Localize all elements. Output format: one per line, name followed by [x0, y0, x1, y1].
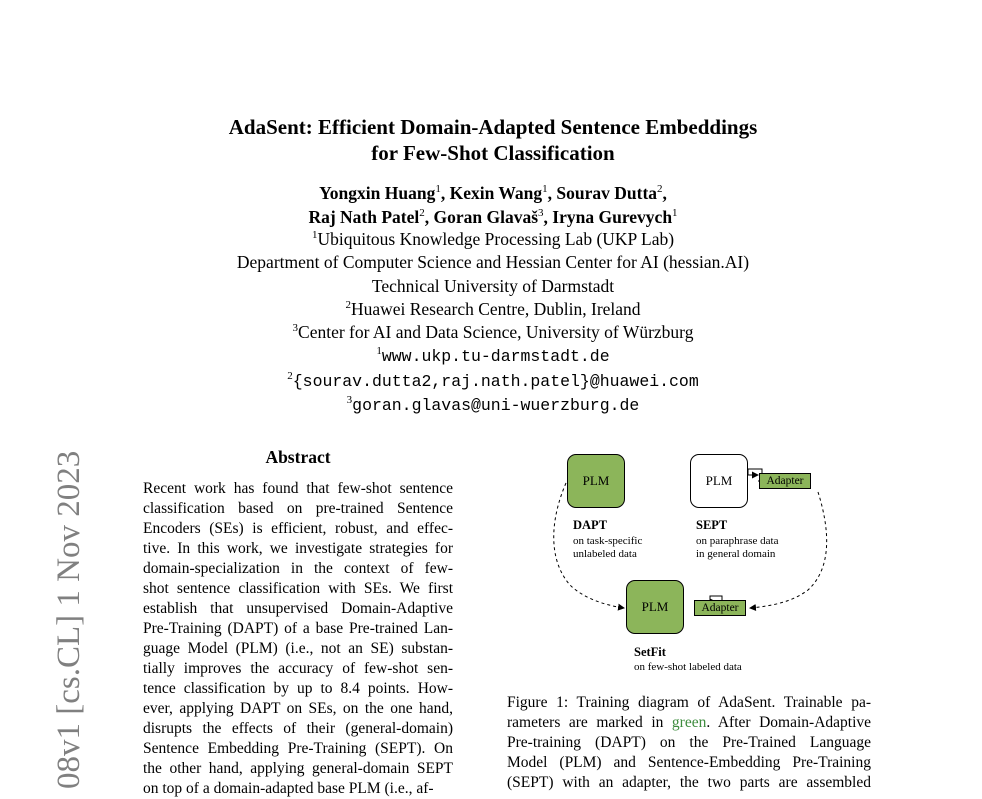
author-list — [0, 181, 982, 229]
abstract-line: on top of a domain-adapted base PLM (i.e., af- — [143, 780, 434, 797]
abstract-line: disrupts the effects of their (general-domain) — [143, 720, 453, 737]
dapt-label: DAPT — [573, 518, 608, 532]
abstract-line: guage Model (PLM) (i.e., not an SE) substan- — [143, 640, 453, 657]
sept-description-1: on paraphrase data — [696, 535, 779, 547]
abstract-line: shot sentence classification with SEs. We first — [143, 580, 453, 597]
abstract-line: ever, applying DAPT on SEs, on the one hand, — [143, 700, 453, 717]
website-link[interactable]: www.ukp.tu-darmstadt.de — [381, 347, 610, 367]
affiliation-marker: 2 — [419, 207, 425, 220]
setfit-adapter-box: Adapter — [694, 600, 746, 616]
caption-line: Model (PLM) and Sentence-Embedding Pre-Training — [507, 754, 871, 771]
sept-description-2: in general domain — [696, 548, 776, 560]
abstract-line: domain-specialization in the context of few- — [143, 560, 453, 577]
affiliation-line — [0, 321, 982, 344]
author-separator: , — [662, 183, 667, 203]
affiliation-block — [0, 228, 982, 417]
affiliation-text: Huawei Research Centre, Dublin, Ireland — [350, 298, 641, 319]
email-address[interactable]: goran.glavas@uni-wuerzburg.de — [352, 396, 640, 416]
affiliation-marker: 3 — [538, 207, 544, 220]
caption-text: rameters are marked in — [507, 714, 672, 731]
abstract-line: Pre-Training (DAPT) of a base Pre-trained Lan- — [143, 620, 453, 637]
abstract-line: establish that unsupervised Domain-Adaptive — [143, 600, 453, 617]
email-address[interactable]: {sourav.dutta2,raj.nath.patel}@huawei.com — [292, 371, 699, 391]
setfit-label: SetFit — [634, 645, 666, 659]
abstract-line: Encoders (SEs) is efficient, robust, and effec- — [143, 520, 453, 537]
affiliation-text: Center for AI and Data Science, University of Würzburg — [298, 322, 694, 343]
abstract-line: Sentence Embedding Pre-Training (SEPT). On — [143, 740, 453, 757]
dapt-description-2: unlabeled data — [573, 548, 637, 560]
abstract-heading: Abstract — [265, 447, 331, 467]
affiliation-marker: 3 — [292, 322, 299, 335]
paper-title — [0, 114, 982, 166]
author-name: , Kexin Wang — [440, 183, 543, 203]
website-line — [0, 344, 982, 368]
sept-label: SEPT — [696, 518, 728, 532]
caption-line: Pre-training (DAPT) on the Pre-Trained Language — [507, 734, 871, 751]
affiliation-line: Department of Computer Science and Hessian Center for AI (hessian.AI) — [236, 252, 750, 273]
title-line-1: AdaSent: Efficient Domain-Adapted Sentence Embeddings — [228, 115, 758, 139]
abstract-line: tence classification by up to 8.4 points. How- — [143, 680, 453, 697]
caption-green-word: green — [671, 714, 707, 731]
author-name: , Sourav Dutta — [547, 183, 658, 203]
abstract-line: tially improves the accuracy of few-shot sen- — [143, 660, 453, 677]
email-line — [0, 393, 982, 417]
abstract-line: the other hand, applying general-domain SEPT — [143, 760, 453, 777]
abstract-line: classification based on pre-trained Sentence — [143, 500, 453, 517]
dapt-plm-box: PLM — [567, 454, 625, 508]
setfit-plm-box: PLM — [626, 580, 684, 634]
author-line-1 — [0, 181, 982, 205]
affiliation-marker: 1 — [311, 229, 318, 242]
caption-line: Figure 1: Training diagram of AdaSent. Trainable pa- — [507, 694, 871, 711]
caption-line: (SEPT) with an adapter, the two parts are assembled — [507, 774, 871, 791]
affiliation-marker: 2 — [345, 299, 351, 312]
author-name: Raj Nath Patel — [308, 207, 420, 227]
arxiv-identifier-stamp: 08v1 [cs.CL] 1 Nov 2023 — [51, 450, 87, 789]
abstract-line: tive. In this work, we investigate strategies for — [143, 540, 453, 557]
author-name: Yongxin Huang — [319, 183, 436, 203]
sept-adapter-box: Adapter — [759, 473, 811, 489]
caption-text: . After Domain-Adaptive — [706, 714, 872, 731]
caption-line — [507, 713, 871, 733]
title-line-2: for Few-Shot Classification — [371, 141, 615, 165]
author-name: , Iryna Gurevych — [543, 207, 673, 227]
affiliation-marker: 3 — [346, 394, 353, 407]
affiliation-line: Technical University of Darmstadt — [371, 275, 615, 296]
affiliation-marker: 1 — [435, 183, 441, 196]
author-line-2 — [0, 205, 982, 229]
author-name: , Goran Glavaš — [424, 207, 539, 227]
email-line — [0, 369, 982, 393]
sept-plm-box: PLM — [690, 454, 748, 508]
abstract-line: Recent work has found that few-shot sentence — [143, 480, 453, 497]
affiliation-text: Ubiquitous Knowledge Processing Lab (UKP Lab) — [317, 229, 675, 249]
figure-training-diagram — [540, 440, 840, 680]
affiliation-line — [0, 228, 982, 251]
setfit-description: on few-shot labeled data — [634, 661, 742, 673]
affiliation-marker: 1 — [376, 345, 382, 358]
affiliation-marker: 2 — [287, 369, 293, 382]
affiliation-line — [0, 298, 982, 321]
affiliation-marker: 1 — [542, 183, 548, 196]
affiliation-marker: 2 — [657, 183, 663, 196]
affiliation-marker: 1 — [672, 207, 678, 220]
dapt-description-1: on task-specific — [573, 535, 643, 547]
